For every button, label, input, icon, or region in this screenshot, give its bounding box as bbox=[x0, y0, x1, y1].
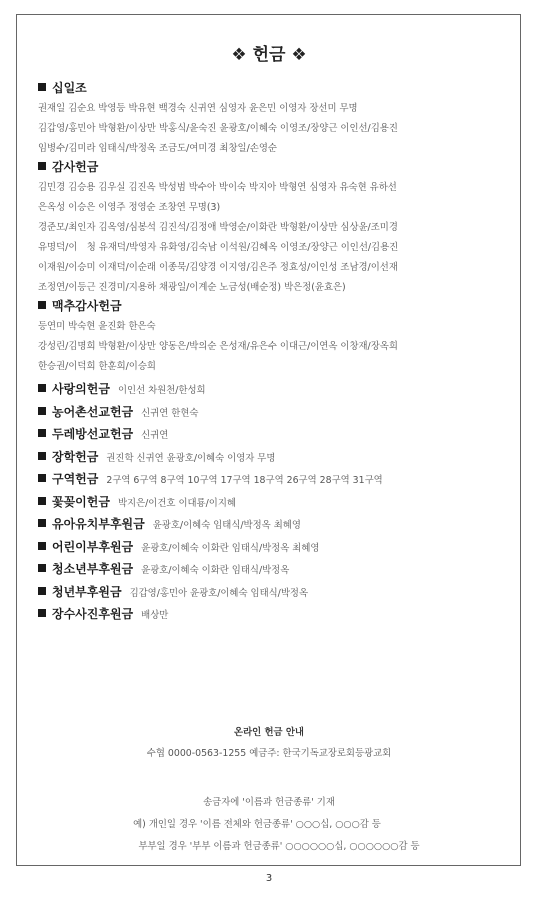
section-flower-offering: 꽃꽂이헌금 박지은/이건호 이대룡/이지혜 bbox=[38, 492, 508, 515]
name-line: 임병수/김미라 임태식/박정옥 조금도/여미경 최창일/손영순 bbox=[38, 143, 277, 154]
section-names: 윤광호/이혜숙 이화란 임태식/박정옥 최혜영 bbox=[141, 542, 320, 554]
section-youth-support: 청소년부후원금 윤광호/이혜숙 이화란 임태식/박정옥 bbox=[38, 559, 508, 582]
section-thanks bbox=[38, 159, 508, 298]
section-durebang-mission: 두레방선교헌금 신귀연 bbox=[38, 424, 508, 447]
section-names: 윤광호/이혜숙 이화란 임태식/박정옥 bbox=[141, 565, 290, 576]
section-rural-mission: 농어촌선교헌금 신귀연 한현숙 bbox=[38, 402, 508, 425]
name-line: 조정연/이등근 진경미/지용하 채광일/이계순 노금성(배순정) 박은정(윤효은) bbox=[38, 282, 346, 293]
bullet-square-icon bbox=[38, 452, 46, 460]
bullet-square-icon bbox=[38, 519, 46, 527]
bullet-square-icon bbox=[38, 384, 46, 392]
bullet-square-icon bbox=[38, 162, 46, 170]
inline-sections bbox=[38, 379, 508, 627]
name-line: 이재원/이승미 이재덕/이순래 이종묵/김양경 이지영/김은주 정효성/이인성 조남경/이선재 bbox=[38, 262, 398, 273]
name-line: 한승권/이덕희 한훈희/이승희 bbox=[38, 361, 156, 372]
section-names: 이인선 차원천/한성희 bbox=[117, 385, 206, 396]
section-names: 2구역 6구역 8구역 10구역 17구역 18구역 26구역 28구역 31구역 bbox=[106, 475, 383, 486]
section-heading: 맥추감사헌금 bbox=[38, 298, 508, 314]
section-district-offering: 구역헌금 2구역 6구역 8구역 10구역 17구역 18구역 26구역 28구역 31구역 bbox=[38, 469, 508, 492]
bullet-square-icon bbox=[38, 497, 46, 505]
page-number: 3 bbox=[265, 873, 273, 884]
bullet-square-icon bbox=[38, 407, 46, 415]
name-line: 권재일 김순요 박영등 박유현 백경숙 신귀연 심영자 윤은민 이영자 장선미 무명 bbox=[38, 103, 358, 114]
section-names: 신귀연 한현숙 bbox=[141, 407, 199, 419]
section-children-support: 어린이부후원금 윤광호/이혜숙 이화란 임태식/박정옥 최혜영 bbox=[38, 537, 508, 560]
section-names: 권진학 신귀연 윤광호/이혜숙 이영자 무명 bbox=[106, 452, 276, 464]
section-heading: 십일조 bbox=[38, 80, 508, 96]
section-names: 배상만 bbox=[141, 610, 169, 621]
notice-instruction: 송금자에 '이름과 헌금종류' 기재 bbox=[203, 797, 335, 808]
page-title: ❖ 헌금 ❖ bbox=[231, 45, 307, 65]
section-young-adult-support: 청년부후원금 김갑영/홍민아 윤광호/이혜숙 임태식/박정옥 bbox=[38, 582, 508, 605]
name-line: 은옥성 이승은 이영주 정영순 조창연 무명(3) bbox=[38, 202, 221, 213]
section-tithe bbox=[38, 80, 508, 159]
section-names: 김갑영/홍민아 윤광호/이혜숙 임태식/박정옥 bbox=[129, 587, 309, 599]
offering-list bbox=[38, 80, 508, 627]
section-love-offering: 사랑의헌금 이인선 차원천/한성희 bbox=[38, 379, 508, 402]
section-names: 박지은/이건호 이대룡/이지혜 bbox=[117, 497, 236, 509]
section-heading: 감사헌금 bbox=[38, 159, 508, 175]
name-line: 김민경 김승용 김우실 김진옥 박성범 박수아 박이숙 박지아 박형연 심영자 유숙현 유하선 bbox=[38, 182, 397, 193]
name-line: 등연미 박숙현 윤진화 한은숙 bbox=[38, 321, 156, 332]
bullet-square-icon bbox=[38, 429, 46, 437]
section-longevity-photo-support: 장수사진후원금 배상만 bbox=[38, 604, 508, 627]
bullet-square-icon bbox=[38, 301, 46, 309]
bullet-square-icon bbox=[38, 587, 46, 595]
name-line: 강성린/김명희 박형환/이상만 양동은/박의순 은성재/유은수 이대근/이연옥 이창재/장옥희 bbox=[38, 341, 398, 352]
notice-example-individual: 예) 개인일 경우 '이름 전체와 헌금종류' ○○○십, ○○○감 등 bbox=[133, 819, 381, 830]
bullet-square-icon bbox=[38, 609, 46, 617]
notice-account: 수협 0000-0563-1255 예금주: 한국기독교장로회등광교회 bbox=[146, 748, 392, 759]
name-line: 경준모/최인자 김옥영/심봉석 김진석/김정애 박영순/이화란 박형환/이상만 심상윤/조미경 bbox=[38, 222, 398, 233]
bullet-square-icon bbox=[38, 83, 46, 91]
section-scholarship: 장학헌금 권진학 신귀연 윤광호/이혜숙 이영자 무명 bbox=[38, 447, 508, 470]
bullet-square-icon bbox=[38, 564, 46, 572]
notice-example-couple: 부부일 경우 '부부 이름과 헌금종류' ○○○○○○십, ○○○○○○감 등 bbox=[138, 841, 420, 852]
bullet-square-icon bbox=[38, 542, 46, 550]
notice-title: 온라인 헌금 안내 bbox=[234, 727, 304, 738]
name-line: 유명덕/이 청 유재덕/박영자 유화영/김숙남 이석원/김혜옥 이영조/장양근 이인선/김용진 bbox=[38, 242, 399, 253]
section-harvest-thanks bbox=[38, 298, 508, 377]
section-names: 신귀연 bbox=[141, 430, 169, 441]
section-names: 윤광호/이혜숙 임태식/박정옥 최혜영 bbox=[152, 520, 301, 531]
bullet-square-icon bbox=[38, 474, 46, 482]
section-preschool-support: 유아유치부후원금 윤광호/이혜숙 임태식/박정옥 최혜영 bbox=[38, 514, 508, 537]
name-line: 김갑영/홍민아 박형환/이상만 박홍식/윤숙진 윤광호/이혜숙 이영조/장양근 이인선/김용진 bbox=[38, 123, 398, 134]
